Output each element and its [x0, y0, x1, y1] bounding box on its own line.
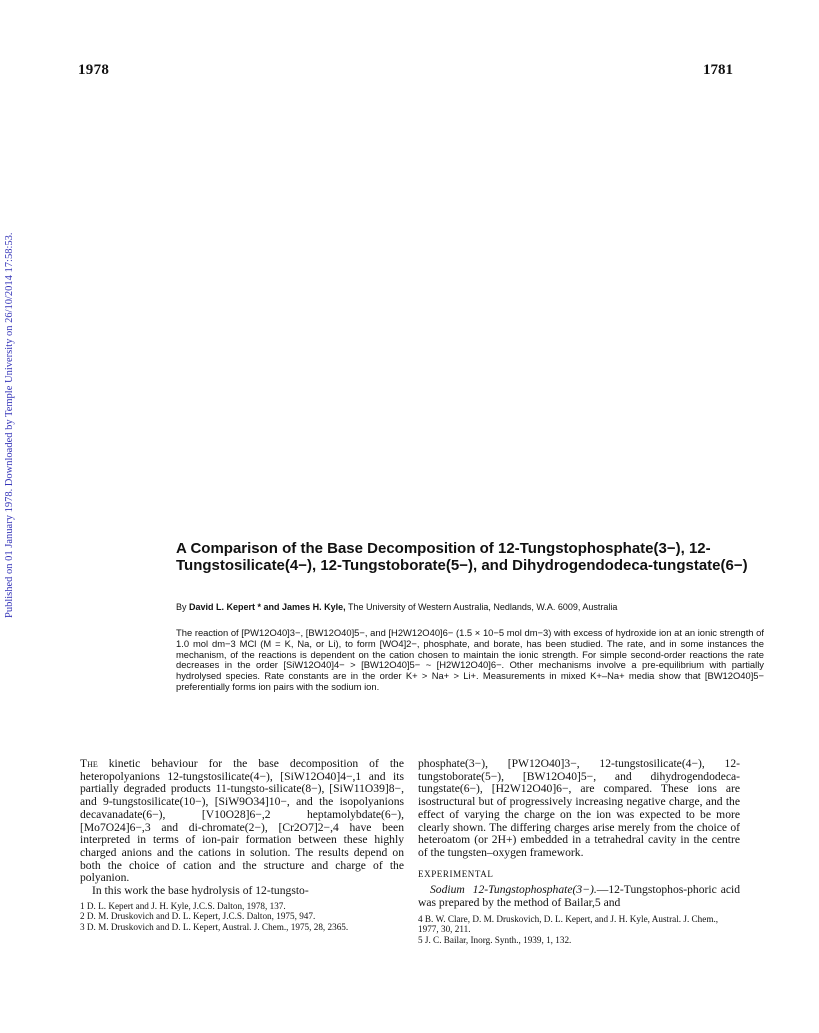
compound-lead: Sodium: [430, 883, 465, 897]
affiliation: The University of Western Australia, Nedlands, W.A. 6009, Australia: [347, 602, 618, 612]
author-names: David L. Kepert * and James H. Kyle,: [189, 602, 346, 612]
intro-lead-word: The: [80, 757, 98, 770]
footnote: 5 J. C. Bailar, Inorg. Synth., 1939, 1, 132.: [418, 934, 572, 945]
footnote: 1 D. L. Kepert and J. H. Kyle, J.C.S. Dalton, 1978, 137.: [80, 900, 286, 911]
footnote: 2 D. M. Druskovich and D. L. Kepert, J.C.S. Dalton, 1975, 947.: [80, 911, 316, 922]
footnote: 3 D. M. Druskovich and D. L. Kepert, Austral. J. Chem., 1975, 28, 2365.: [80, 921, 349, 932]
section-heading-experimental: EXPERIMENTAL: [418, 868, 494, 879]
journal-year: 1978: [78, 62, 110, 78]
right-column: [418, 758, 740, 946]
abstract: The reaction of [PW12O40]3−, [BW12O40]5−, and [H2W12O40]6− (1.5 × 10−5 mol dm−3) with excess of hydroxide ion at an ionic strength of 1.0 mol dm−3 MCl (M = K, Na, or Li), to form [WO4]2−, phosphate, and borate, has been studied. The rate, and in some instances the mechanism, of the reactions is dependent on the cation chosen to maintain the ionic strength. For simple second-order reactions the rate decreases in the order [SiW12O40]4− > [BW12O40]5− ~ [H2W12O40]6−. Other mechanisms involve a pre-equilibrium with partially hydrolysed species. Rate constants are in the order K+ > Na+ > Li+. Measurements in mixed K+–Na+ media show that [BW12O40]5− preferentially forms ion pairs with the sodium ion.: [176, 627, 764, 692]
work-paragraph: In this work the base hydrolysis of 12-tungsto-: [92, 884, 309, 898]
footnotes-left: [80, 901, 404, 933]
download-watermark[interactable]: Published on 01 January 1978. Downloaded by Temple University on 26/10/2014 17:58:53.: [4, 232, 15, 618]
experimental-text: —12-Tungstophos-phoric acid was prepared by the method of Bailar,5 and: [418, 883, 740, 910]
page-number: 1781: [703, 62, 733, 78]
comparison-paragraph: phosphate(3−), [PW12O40]3−, 12-tungstosilicate(4−), 12-tungstoborate(5−), [BW12O40]5−, and dihydrogendodeca-tungstate(6−), [H2W12O40]6−, are compared. These ions are isostructural but of progressively increasing negative charge, and the effect of varying the charge on the ion was expected to be more clearly shown. The differing charges arise merely from the choice of heteroatom (or 2H+) embedded in a tetrahedral cavity in the centre of the tungsten–oxygen framework.: [418, 757, 740, 859]
intro-text: kinetic behaviour for the base decomposition of the heteropolyanions 12-tungstosilicate(4−), [SiW12O40]4−,1 and its partially degraded products 11-tungsto-silicate(8−), [SiW11O39]8−, and 9-tungstosilicate(10−), [SiW9O34]10−, and the isopolyanions decavanadate(6−), [V10O28]6−,2 heptamolybdate(6−), [Mo7O24]6−,3 and di-chromate(2−), [Cr2O7]2−,4 have been interpreted in terms of ion-pair formation between these highly charged anions and the cations in solution. The results depend on both the choice of cation and the structure and charge of the polyanion.: [80, 757, 404, 885]
byline-prefix: By: [176, 602, 187, 612]
footnotes-right: [418, 914, 740, 946]
experimental-paragraph: [418, 884, 740, 909]
article-title: A Comparison of the Base Decomposition of 12-Tungstophosphate(3−), 12-Tungstosilicate(4−), 12-Tungstoborate(5−), and Dihydrogendodeca-tungstate(6−): [176, 540, 748, 574]
left-column: [80, 758, 404, 933]
compound-name: 12-Tungstophosphate(3−).: [472, 883, 597, 897]
footnote: 4 B. W. Clare, D. M. Druskovich, D. L. Kepert, and J. H. Kyle, Austral. J. Chem., 1977, 30, 211.: [418, 913, 719, 935]
intro-paragraph: [80, 758, 404, 885]
byline: [176, 602, 776, 612]
